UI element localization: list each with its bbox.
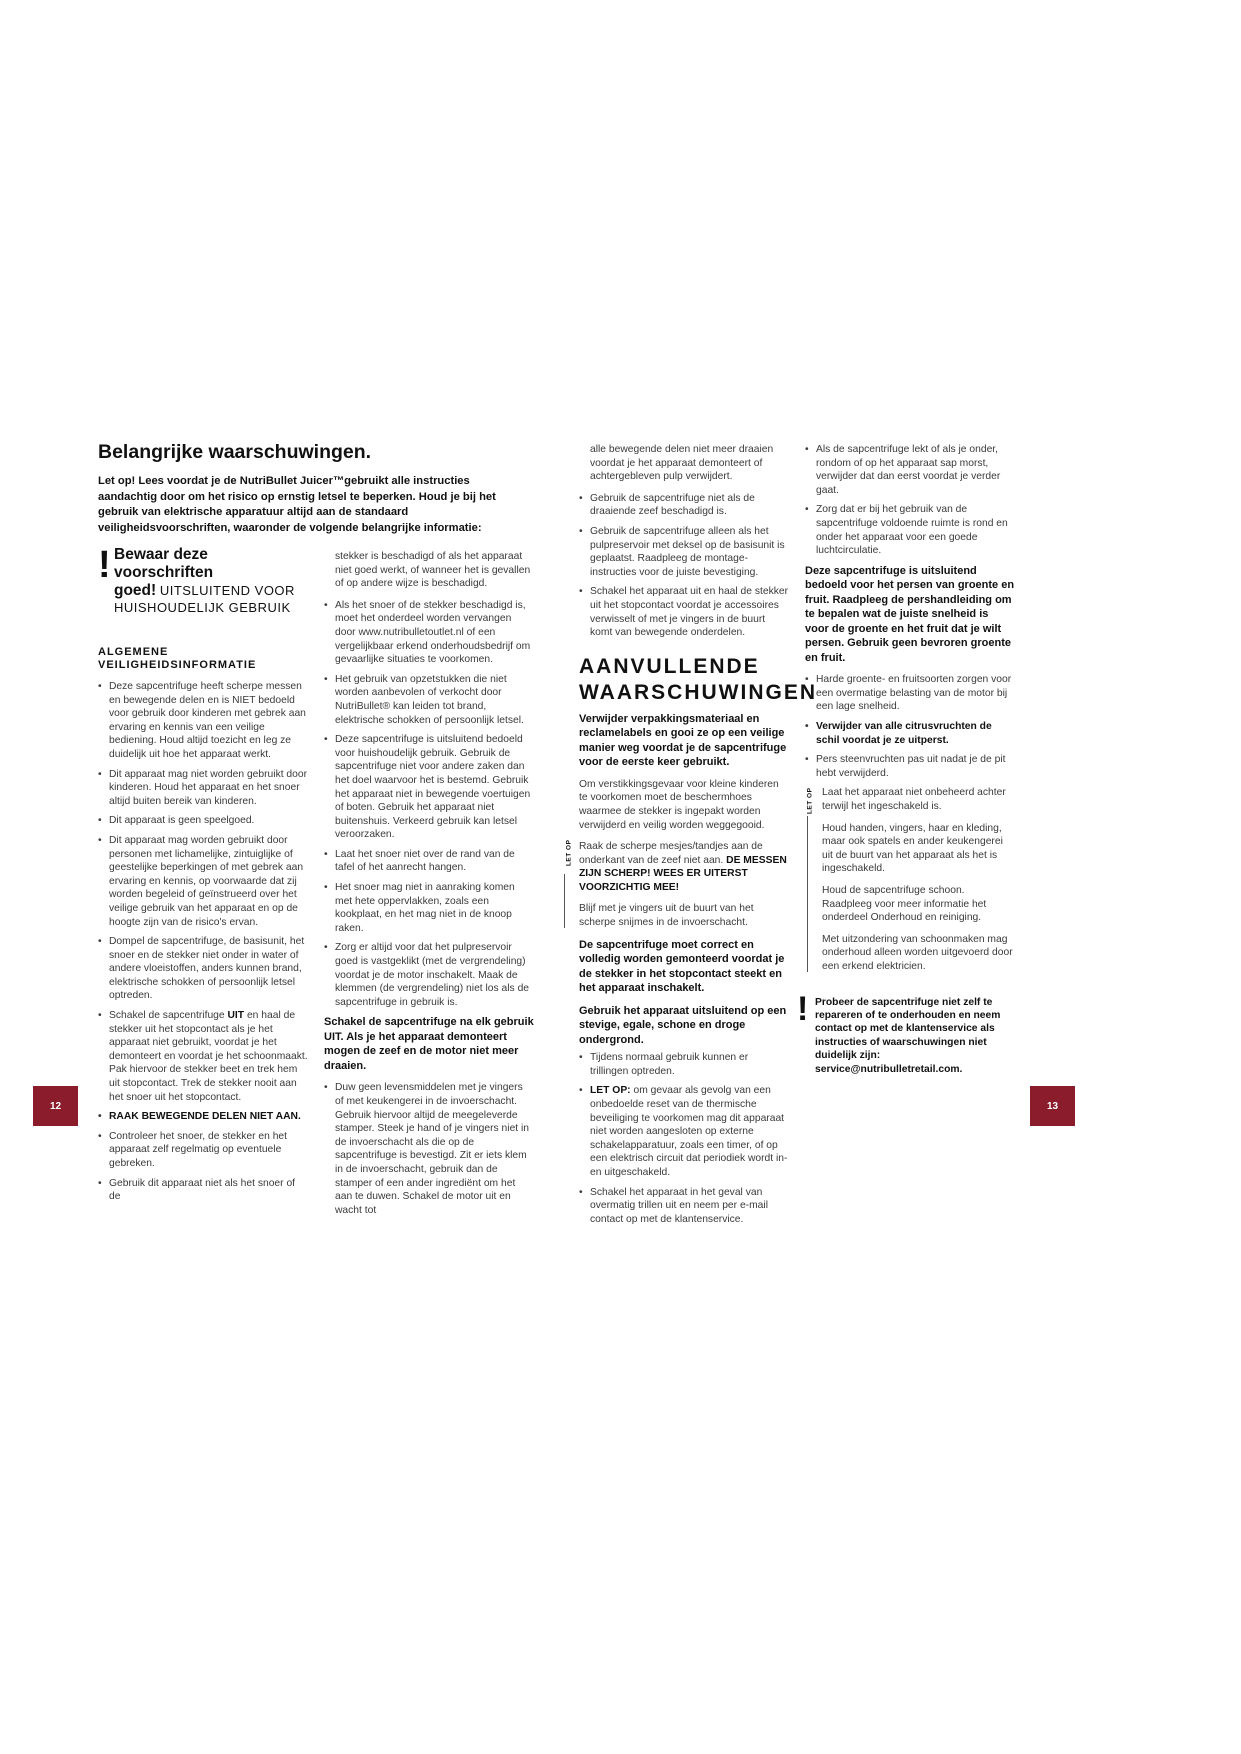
list-item: • Pers steenvruchten pas uit nadat je de pit hebt verwijderd. [805, 753, 1015, 780]
page-number-right-text: 13 [1046, 1100, 1059, 1112]
col2-lead: stekker is beschadigd of als het apparaat niet goed werkt, of wanneer het is gevallen of op andere wijze is beschadigd. [335, 551, 531, 590]
intro-paragraph: Let op! Lees voordat je de NutriBullet Juicer™gebruikt alle instructies aandachtig door om het risico op ernstig letsel te beperken. Houd je bij het gebruik van elektrische apparatuur altijd aan de standaard veiligheidsvoorschriften, waaronder de volgende belangrijke informatie: [98, 475, 496, 534]
list-item: • Dit apparaat mag niet worden gebruikt door kinderen. Houd het apparaat en het snoer altijd buiten bereik van kinderen. [98, 768, 308, 809]
col1-bullet-list [98, 680, 308, 1204]
col3-bold-paragraph-2: De sapcentrifuge moet correct en volledig worden gemonteerd voordat je de stekker in het stopcontact steekt en het apparaat inschakelt. [579, 938, 785, 995]
keep-line-2-rest: UITSLUITEND VOOR [159, 583, 295, 598]
let-op-paragraph: Houd handen, vingers, haar en kleding, maar ook spatels en ander keukengerei uit de buurt van het apparaat als het is ingeschakeld. [822, 822, 1003, 875]
col4-bullet-list-2 [805, 673, 1015, 780]
keep-line-2-bold: goed! [114, 582, 157, 599]
list-item: • Dit apparaat mag worden gebruikt door personen met lichamelijke, zintuiglijke of geestelijke beperkingen of met gebrek aan ervaring en kennis, op voorwaarde dat zij worden begeleid of geïnstrueerd over het veilige gebruik van het apparaat en op de hoogte zijn van de risico's ervan. [98, 834, 308, 929]
col3-bold-paragraph-3: Gebruik het apparaat uitsluitend op een stevige, egale, schone en droge ondergrond. [579, 1004, 787, 1046]
list-item: • Duw geen levensmiddelen met je vingers of met keukengerei in de invoerschacht. Gebruik hiervoor altijd de meegeleverde stamper. Steek je hand of je vingers niet in de invoerschacht als die op de sapcentrifuge is bevestigd. Zit er iets klem in de invoerschacht, gebruik dan de stamper of een ander ingrediënt om het aan te duwen. Schakel de motor uit en wacht tot [324, 1081, 534, 1217]
section-heading-additional-line-1: AANVULLENDE [579, 654, 760, 678]
col3-paragraph-1: Om verstikkingsgevaar voor kleine kinderen te voorkomen moet de beschermhoes waarmee de stekker is ingepakt worden verwijderd en veilig worden weggegooid. [579, 778, 779, 831]
let-op-rule [564, 874, 565, 928]
list-item: • Deze sapcentrifuge heeft scherpe messen en bewegende delen en is NIET bedoeld voor gebruik door kinderen met gebrek aan ervaring en kennis van een veilige bediening. Houd altijd toezicht en leg ze duidelijk uit hoe het apparaat werkt. [98, 680, 308, 762]
col3-bullet-list-2 [579, 1051, 789, 1226]
list-item: • Als het snoer of de stekker beschadigd is, moet het onderdeel worden vervangen door www.nutribulletoutlet.nl of een vergelijkbaar erkend onderhoudsbedrijf om gevaarlijke situaties te voorkomen. [324, 599, 534, 667]
list-item: • Gebruik de sapcentrifuge alleen als het pulpreservoir met deksel op de basisunit is geplaatst. Raadpleeg de montage-instructies voor de juiste bevestiging. [579, 525, 789, 579]
let-op-block-2 [805, 786, 1015, 973]
list-item: • Schakel het apparaat in het geval van overmatig trillen uit en neem per e-mail contact op met de klantenservice. [579, 1186, 789, 1227]
col3-bold-paragraph-1: Verwijder verpakkingsmateriaal en reclamelabels en gooi ze op een veilige manier weg voordat je de sapcentrifuge voor de eerste keer gebruikt. [579, 712, 787, 769]
column-2 [324, 550, 534, 1223]
keep-line-1: Bewaar deze voorschriften [114, 546, 214, 581]
col2-bold-paragraph: Schakel de sapcentrifuge na elk gebruik UIT. Als je het apparaat demonteert mogen de zeef en de motor niet meer draaien. [324, 1016, 534, 1072]
list-item: • RAAK BEWEGENDE DELEN NIET AAN. [98, 1110, 308, 1124]
list-item: • Het gebruik van opzetstukken die niet worden aanbevolen of verkocht door NutriBullet® kan leiden tot brand, elektrische schokken of persoonlijk letsel. [324, 673, 534, 727]
list-item: • Verwijder van alle citrusvruchten de schil voordat je ze uitperst. [805, 720, 1015, 747]
list-item: • Zorg er altijd voor dat het pulpreservoir goed is vastgeklikt (met de vergrendeling) voordat je de motor inschakelt. Maak de klemmen (de vergrendeling) niet los als de sapcentrifuge in gebruik is. [324, 941, 534, 1009]
list-item: • Deze sapcentrifuge is uitsluitend bedoeld voor huishoudelijk gebruik. Gebruik de sapcentrifuge niet voor andere zaken dan het doel waarvoor het is bestemd. Gebruik het apparaat niet in bewegende voertuigen of boten. Gebruik het apparaat niet buitenshuis. Verkeerd gebruik kan letsel veroorzaken. [324, 733, 534, 842]
list-item: • Dompel de sapcentrifuge, de basisunit, het snoer en de stekker niet onder in water of andere vloeistoffen, anders kunnen brand, elektrische schokken of persoonlijk letsel optreden. [98, 935, 308, 1003]
section-heading-additional-line-2: WAARSCHUWINGEN [579, 680, 817, 704]
list-item: • Gebruik dit apparaat niet als het snoer of de [98, 1177, 308, 1204]
let-op-text-bold: DE MESSEN ZIJN SCHERP! WEES ER UITERST VOORZICHTIG MEE! [579, 854, 787, 893]
page-number-left-text: 12 [49, 1100, 62, 1112]
exclamation-icon: ! [98, 544, 111, 586]
list-item: • Dit apparaat is geen speelgoed. [98, 814, 308, 828]
exclamation-icon: ! [797, 989, 809, 1028]
switch-text-bold: UIT [227, 1010, 245, 1022]
col4-bold-paragraph: Deze sapcentrifuge is uitsluitend bedoeld voor het persen van groente en fruit. Raadpleeg de pershandleiding om te bepalen wat de juiste snelheid is voor de groente en het fruit dat je wilt persen. Gebruik geen bevroren groente en fruit. [805, 564, 1015, 664]
keep-instructions-block [98, 546, 308, 616]
let-op-inline-bold: LET OP: [590, 1085, 631, 1097]
column-4 [797, 443, 1015, 1076]
column-1 [98, 546, 308, 1210]
let-op-paragraph: Laat het apparaat niet onbeheerd achter terwijl het ingeschakeld is. [822, 787, 1006, 812]
let-op-block [562, 840, 789, 930]
let-op-rule-2 [807, 816, 808, 971]
list-item: • Laat het snoer niet over de rand van de tafel of het aanrecht hangen. [324, 848, 534, 875]
page-title: Belangrijke waarschuwingen. [98, 441, 372, 463]
list-item: • Het snoer mag niet in aanraking komen met hete oppervlakken, zoals een kookplaat, en het mag niet in de knoop raken. [324, 881, 534, 935]
list-item: • Tijdens normaal gebruik kunnen er trillingen optreden. [579, 1051, 789, 1078]
section-heading-general-safety: ALGEMENE VEILIGHEIDSINFORMATIE [98, 646, 257, 671]
switch-text-post: en haal de stekker uit het stopcontact als je het apparaat niet gebruikt, voordat je het demonteert en voordat je het schoonmaakt. Pak hiervoor de stekker beet en trek hem uit stopcontact. Trek de stekker nooit aan het snoer uit het stopcontact. [109, 1010, 308, 1103]
col2-bullet-list-2 [324, 1081, 534, 1217]
let-op-paragraph: Blijf met je vingers uit de buurt van het scherpe snijmes in de invoerschacht. [579, 903, 754, 929]
list-item: • Schakel het apparaat uit en haal de stekker uit het stopcontact voordat je accessoires verwisselt of met je vingers in de buurt komt van bewegende onderdelen. [579, 585, 789, 639]
list-item: • Harde groente- en fruitsoorten zorgen voor een overmatige belasting van de motor bij een lage snelheid. [805, 673, 1015, 714]
let-op-inline-rest: om gevaar als gevolg van een onbedoelde reset van de thermische beveiliging te voorkomen mag dit apparaat niet worden aangesloten op externe schakelapparatuur, zoals een timer, of op een elektrisch circuit dat periodiek wordt in- en uitgeschakeld. [590, 1085, 788, 1178]
list-item: • Gebruik de sapcentrifuge niet als de draaiende zeef beschadigd is. [579, 492, 789, 519]
repair-warning-block [797, 989, 1015, 1076]
let-op-paragraph: Houd de sapcentrifuge schoon. Raadpleeg voor meer informatie het onderdeel Onderhoud en reiniging. [822, 884, 987, 924]
col3-lead: alle bewegende delen niet meer draaien voordat je het apparaat demonteert of achtergebleven pulp verwijdert. [590, 444, 774, 483]
list-item [579, 1084, 789, 1179]
let-op-label-2: LET OP [806, 787, 814, 815]
let-op-paragraph: Met uitzondering van schoonmaken mag onderhoud alleen worden uitgevoerd door een erkend elektricien. [822, 933, 1013, 972]
list-item: • Zorg dat er bij het gebruik van de sapcentrifuge voldoende ruimte is rond en onder het apparaat voor een goede luchtcirculatie. [805, 503, 1015, 557]
keep-line-2 [114, 582, 308, 599]
page-number-right [1030, 1086, 1075, 1126]
list-item [98, 1009, 308, 1104]
page-number-left [33, 1086, 78, 1126]
col3-bullet-list [579, 492, 789, 640]
repair-warning-text: Probeer de sapcentrifuge niet zelf te repareren of te onderhouden en neem contact op met de klantenservice als instructies of waarschuwingen niet duidelijk zijn: service@nutribulletretail.com. [815, 996, 1001, 1075]
switch-text-pre: Schakel de sapcentrifuge [109, 1010, 228, 1022]
let-op-text-normal: Raak de scherpe mesjes/tandjes aan de onderkant van de zeef niet aan. [579, 841, 763, 866]
keep-line-3: HUISHOUDELIJK GEBRUIK [114, 600, 291, 615]
column-3 [565, 443, 817, 1232]
col4-bullet-list [805, 443, 1015, 558]
col2-bullet-list [324, 599, 534, 1010]
let-op-label: LET OP [565, 839, 573, 867]
list-item: • Controleer het snoer, de stekker en het apparaat zelf regelmatig op eventuele gebreken. [98, 1130, 308, 1171]
let-op-text [579, 840, 789, 894]
list-item: • Als de sapcentrifuge lekt of als je onder, rondom of op het apparaat sap morst, verwijder dat dan eerst voordat je verder gaat. [805, 443, 1015, 497]
